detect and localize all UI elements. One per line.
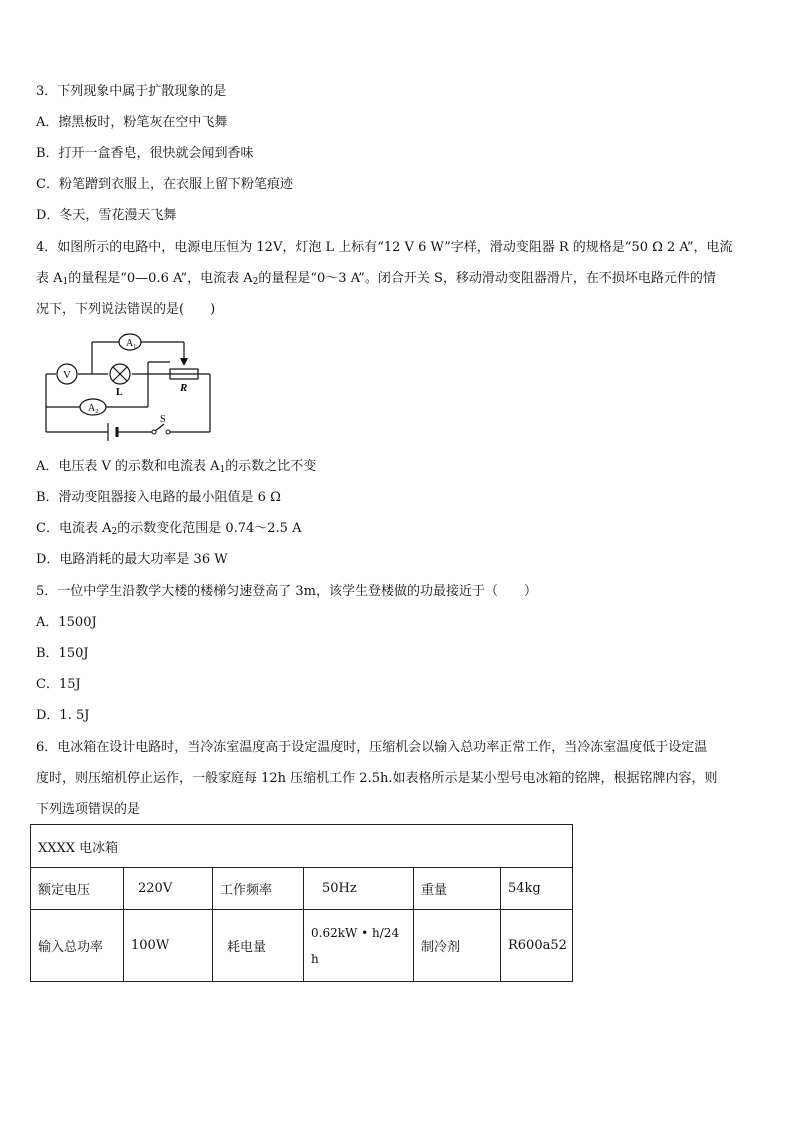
ammeter-a1-label: $A_1$ [126,338,137,350]
slider-arrow [180,358,188,366]
switch-label: S [160,414,166,425]
q5-option-b: B．150J [36,646,89,661]
q3-stem: 3．下列现象中属于扩散现象的是 [36,84,227,99]
table-cell: 制冷剂 [414,910,501,982]
table-cell: 耗电量 [213,910,304,982]
q4-option-c-sub: 2 [111,527,118,537]
voltmeter-label: V [63,369,71,381]
q4-stem-line3: 况下，下列说法错误的是( ) [36,302,216,317]
q4-stem-sub2: 2 [252,277,259,287]
q4-option-c-text2: 的示数变化范围是 0.74～2.5 A [117,521,302,536]
q5-option-d: D．1. 5J [36,708,90,723]
q4-option-a [36,459,316,478]
table-row [31,910,573,982]
q3-option-a: A．擦黑板时，粉笔灰在空中飞舞 [36,115,228,130]
consumption-value: 0.62kW • h/24 [311,925,400,940]
q6-stem-line3: 下列选项错误的是 [36,802,141,817]
table-cell-consumption [304,910,414,982]
consumption-unit-wrap: h [311,951,319,966]
table-cell: 54kg [501,868,573,910]
q3-option-c: C．粉笔蹭到衣服上，在衣服上留下粉笔痕迹 [36,177,293,192]
q5-stem: 5．一位中学生沿教学大楼的楼梯匀速登高了 3m，该学生登楼做的功最接近于（ ） [36,584,538,599]
q4-option-b: B．滑动变阻器接入电路的最小阻值是 6 Ω [36,490,281,505]
table-cell: 输入总功率 [31,910,124,982]
q4-stem-text-c: 的量程是“0～3 A”。闭合开关 S，移动滑动变阻器滑片，在不损坏电路元件的情 [258,271,716,286]
q3-option-d: D．冬天，雪花漫天飞舞 [36,208,177,223]
q4-stem-line2 [36,271,716,290]
q4-option-c-text1: C．电流表 A [36,521,112,536]
q4-stem-sub1: 1 [62,277,69,287]
table-cell: 工作频率 [213,868,304,910]
table-row [31,868,573,910]
q3-option-b: B．打开一盒香皂，很快就会闻到香味 [36,146,254,161]
table-cell: 220V [124,868,213,910]
q6-stem-line1: 6．电冰箱在设计电路时，当冷冻室温度高于设定温度时，压缩机会以输入总功率正常工作，当冷冻室温度低于设定温 [36,740,708,755]
table-cell: 50Hz [304,868,414,910]
circuit-diagram [36,329,226,441]
q6-stem-line2: 度时，则压缩机停止运作，一般家庭每 12h 压缩机工作 2.5h.如表格所示是某小型号电冰箱的铭牌，根据铭牌内容，则 [36,771,718,786]
q4-option-a-text2: 的示数之比不变 [225,459,317,474]
q4-stem-text-b: 的量程是“0—0.6 A”，电流表 A [68,271,253,286]
table-cell: 额定电压 [31,868,124,910]
q5-option-a: A．1500J [36,615,97,630]
table-cell: R600a52 [501,910,573,982]
ammeter-a2-label: $A_2$ [88,403,99,415]
q5-option-c: C．15J [36,677,81,692]
table-title: XXXX 电冰箱 [31,825,573,868]
lamp-label: L [116,387,123,398]
q4-stem-text-a: 表 A [36,271,63,286]
q4-option-c [36,521,301,540]
rheostat-label: R [180,382,188,394]
q4-option-a-text1: A．电压表 V 的示数和电流表 A [36,459,220,474]
table-cell: 重量 [414,868,501,910]
table-cell: 100W [124,910,213,982]
fridge-spec-table [30,824,573,982]
q4-stem-line1: 4．如图所示的电路中，电源电压恒为 12V，灯泡 L 上标有“12 V 6 W”字样，滑动变阻器 R 的规格是“50 Ω 2 A”，电流 [36,240,733,255]
q4-option-a-sub: 1 [219,465,226,475]
q4-option-d: D．电路消耗的最大功率是 36 W [36,552,228,567]
